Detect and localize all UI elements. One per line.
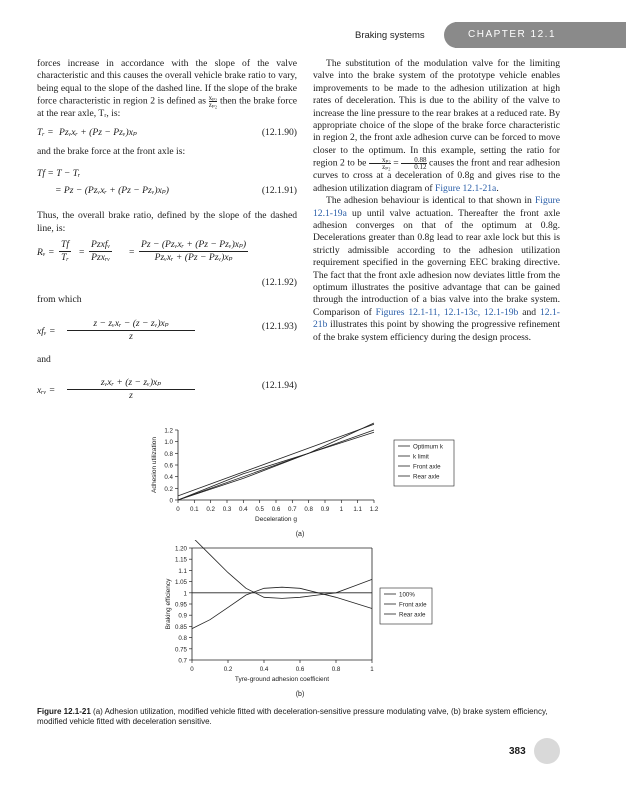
- panel-label: (a): [295, 531, 305, 538]
- equation-12-1-91a: [37, 168, 297, 183]
- eq4-frac-den: z: [129, 331, 133, 343]
- y-tick-label: 1.0: [164, 439, 173, 447]
- equation-12-1-92: [37, 239, 297, 275]
- y-tick-label: 0.7: [178, 657, 187, 665]
- x-tick-label: 0.3: [222, 506, 232, 513]
- x-tick-label: 0.8: [304, 506, 313, 513]
- eq5-number: (12.1.94): [261, 379, 297, 391]
- right-para2-a: The adhesion behaviour is identical to that shown in: [326, 195, 535, 207]
- eq3-frac2: [89, 239, 112, 264]
- series-line-optimum-k: [178, 430, 374, 500]
- x-axis-label: Tyre-ground adhesion coefficient: [234, 676, 330, 683]
- left-para1-text: forces increase in accordance with the slope of the valve characteristic and this causes the overall vehicle brake ratio to vary, being equal to the slope of the dashed line. If the slope of the brake force characteristic in region 2 is defined as: [37, 58, 297, 107]
- legend-label: 100%: [399, 591, 415, 599]
- right-para1-tail: causes the front and rear adhesion curves to cross at a deceleration of 0.8g and gives rise to the adhesion utilization diagram of: [313, 157, 560, 194]
- eq2-number: (12.1.91): [261, 185, 297, 197]
- eq3-frac2-num: Pzxfᵥ: [91, 238, 111, 250]
- eq3-equals-1: =: [79, 246, 85, 258]
- y-tick-label: 0.2: [164, 485, 173, 493]
- eq4-lhs: xfᵥ =: [37, 326, 56, 338]
- legend-label: k limit: [413, 453, 429, 461]
- page-number: 383: [509, 746, 526, 757]
- eq1-lhs: Tᵣ =: [37, 126, 54, 138]
- running-header-chapter: CHAPTER 12.1: [468, 29, 557, 40]
- eq4-number: (12.1.93): [261, 321, 297, 333]
- running-header-section: Braking systems: [355, 30, 425, 41]
- equation-12-1-94: [37, 377, 297, 413]
- equation-12-1-90: [37, 127, 297, 142]
- x-tick-label: 0.4: [259, 666, 269, 673]
- eq2a: Tf = T − Tᵣ: [37, 168, 81, 180]
- x-tick-label: 1: [339, 506, 344, 513]
- panel-label: (b): [295, 691, 305, 698]
- y-tick-label: 1.20: [174, 545, 187, 553]
- x-tick-label: 0.8: [331, 666, 341, 673]
- eq5-frac-num: zᵥxᵣ + (z − zᵥ)xₚ: [67, 377, 195, 390]
- y-tick-label: 1.1: [178, 567, 187, 575]
- right-para2-c: and: [518, 306, 540, 318]
- x-tick-label: 1.1: [353, 506, 362, 513]
- eq5-frac-den: z: [129, 389, 133, 401]
- left-paragraph-3: Thus, the overall brake ratio, defined by the slope of the dashed line, is:: [37, 210, 297, 234]
- right-para2-d: illustrates this point by showing the progressive refinement of the brake system efficiency during the design process.: [313, 319, 560, 343]
- ratio-fraction-xp2: [369, 157, 391, 170]
- caption-text: (a) Adhesion utilization, modified vehicle fitted with deceleration-sensitive pressure modulating valve, (b) brake system efficiency, modified vehicle fitted with deceleration sensitive.: [37, 707, 548, 726]
- chart-braking-efficiency: [150, 540, 480, 700]
- eq3-frac1-den: Tᵣ: [61, 251, 69, 263]
- ratio-fraction-value: [401, 157, 426, 170]
- figure-link-12-1-21a[interactable]: Figure 12.1-21a: [435, 182, 497, 194]
- equation-12-1-93: [37, 318, 297, 354]
- figure-caption: [37, 707, 557, 727]
- x-tick-label: 0.9: [320, 506, 330, 513]
- x-tick-label: 0.6: [295, 666, 305, 673]
- x-tick-label: 0.7: [288, 506, 297, 513]
- ratio-num: 0.88: [401, 157, 426, 164]
- x-tick-label: 1: [370, 666, 374, 673]
- left-column: [37, 58, 297, 413]
- left-paragraph-2: and the brake force at the front axle is:: [37, 145, 186, 157]
- eq5-lhs: xᵣᵥ =: [37, 384, 56, 396]
- y-tick-label: 0.8: [164, 450, 173, 458]
- slope-frac-num: xₚ₂: [208, 94, 218, 103]
- y-tick-label: 0.75: [174, 646, 187, 654]
- y-tick-label: 0.8: [178, 635, 187, 643]
- ratio-xp2-den: zₚ₂: [382, 163, 391, 172]
- y-tick-label: 0.9: [178, 612, 187, 620]
- x-axis-label: Deceleration g: [255, 516, 297, 523]
- y-tick-label: 1.05: [174, 579, 187, 587]
- series-line-rear-axle: [192, 587, 372, 628]
- figure-link-12-1-21b[interactable]: 12.1-21b: [313, 306, 560, 331]
- equation-12-1-91b: [37, 185, 297, 200]
- legend-label: Front axle: [399, 601, 427, 609]
- page-number-badge: [534, 738, 560, 764]
- legend-label: Front axle: [413, 463, 441, 471]
- eq3-number: (12.1.92): [261, 276, 297, 288]
- eq3-frac1-num: Tf: [61, 238, 70, 250]
- y-tick-label: 0.95: [174, 601, 187, 609]
- y-tick-label: 0.6: [164, 462, 173, 470]
- eq2b: = Pz − (Pzᵥxᵣ + (Pz − Pzᵥ)xₚ): [55, 185, 169, 197]
- y-axis-label: Braking efficiency: [165, 578, 172, 630]
- ratio-den: 0.12: [414, 163, 427, 172]
- eq3-frac1: [59, 239, 71, 264]
- left-paragraph-1: [37, 58, 297, 121]
- eq1-rhs: Pzᵥxᵣ + (Pz − Pzᵥ)xₚ: [59, 126, 137, 138]
- legend-label: Optimum k: [413, 443, 443, 451]
- legend-label: Rear axle: [399, 611, 426, 619]
- x-tick-label: 0: [176, 506, 180, 513]
- y-tick-label: 0: [169, 497, 173, 505]
- left-para1-tail: then the brake force at the rear axle, Tᵣ, is:: [37, 95, 297, 120]
- eq3-lhs: Rᵥ =: [37, 246, 55, 258]
- right-paragraph-1: [313, 58, 560, 195]
- y-tick-label: 1.2: [164, 427, 173, 435]
- x-tick-label: 0.6: [271, 506, 281, 513]
- left-paragraph-5: and: [37, 354, 51, 366]
- x-tick-label: 0.2: [206, 506, 215, 513]
- x-tick-label: 0.1: [190, 506, 199, 513]
- eq4-frac-num: z − zᵥxᵣ − (z − zᵥ)xₚ: [67, 318, 195, 331]
- right-para1-text: The substitution of the modulation valve for the limiting valve into the brake system of the prototype vehicle enables improvements to be made to the adhesion utilization at high rates of deceleration. This is due to the ability of the valve to increase the line pressure to the rear brakes at a reduced rate. By appropriate choice of the slope of the brake force characteristic in region 2, the front axle adhesion curve can be forced to move closer to the optimum. In this example, setting the ratio for region 2 to be: [313, 58, 560, 169]
- x-tick-label: 1.2: [369, 506, 379, 513]
- y-tick-label: 1: [183, 590, 187, 598]
- eq1-number: (12.1.90): [261, 126, 297, 138]
- y-tick-label: 0.85: [174, 623, 187, 631]
- right-para1-end: .: [496, 182, 499, 194]
- eq5-frac: [67, 377, 195, 402]
- ratio-equals: =: [393, 157, 399, 169]
- ratio-xp2-num: xₚ₂: [369, 157, 391, 164]
- series-line-front-axle: [192, 540, 372, 598]
- eq3-frac3-den: Pzᵥxᵣ + (Pz − Pzᵥ)xₚ: [154, 251, 233, 263]
- eq3-frac3: [139, 239, 248, 264]
- caption-label: Figure 12.1-21: [37, 707, 91, 716]
- series-line-k-limit: [178, 424, 374, 496]
- figure-link-12-1-19a[interactable]: Figure 12.1-19a: [313, 195, 560, 219]
- x-tick-label: 0.5: [255, 506, 264, 513]
- y-tick-label: 0.4: [164, 474, 173, 482]
- eq3-frac2-den: Pzxᵣᵥ: [91, 251, 111, 263]
- equation-12-1-92-number: [37, 277, 297, 292]
- eq3-equals-2: =: [129, 246, 135, 258]
- legend-label: Rear axle: [413, 473, 440, 481]
- eq3-frac3-num: Pz − (Pzᵥxᵣ + (Pz − Pzᵥ)xₚ): [141, 238, 247, 250]
- x-tick-label: 0.2: [223, 666, 233, 673]
- chart-adhesion-utilization: [150, 420, 480, 540]
- slope-frac-den: zₚ₂: [208, 101, 218, 110]
- x-tick-label: 0.4: [239, 506, 248, 513]
- right-column: [313, 58, 560, 344]
- x-tick-label: 0: [190, 666, 194, 673]
- right-para2-b: up until valve actuation. Thereafter the front axle adhesion converges on that of the optimum at 0.8g. Decelerations greater than 0.8g lead to rear axle lock but this is strictly admissible according to the adhesion utilization requirement specified in the governing EEC braking directive. The fact that the front axle adhesion now deviates little from the optimum illustrates the positive advantage that can be gained through the introduction of a bias valve into the brake system. Comparison of: [313, 207, 560, 318]
- eq4-frac: [67, 318, 195, 343]
- figure-link-comparison[interactable]: Figures 12.1-11, 12.1-13c, 12.1-19b: [375, 306, 519, 318]
- right-paragraph-2: [313, 195, 560, 344]
- y-axis-label: Adhesion utilization: [151, 436, 158, 494]
- left-paragraph-4: from which: [37, 293, 82, 305]
- y-tick-label: 1.15: [174, 556, 187, 564]
